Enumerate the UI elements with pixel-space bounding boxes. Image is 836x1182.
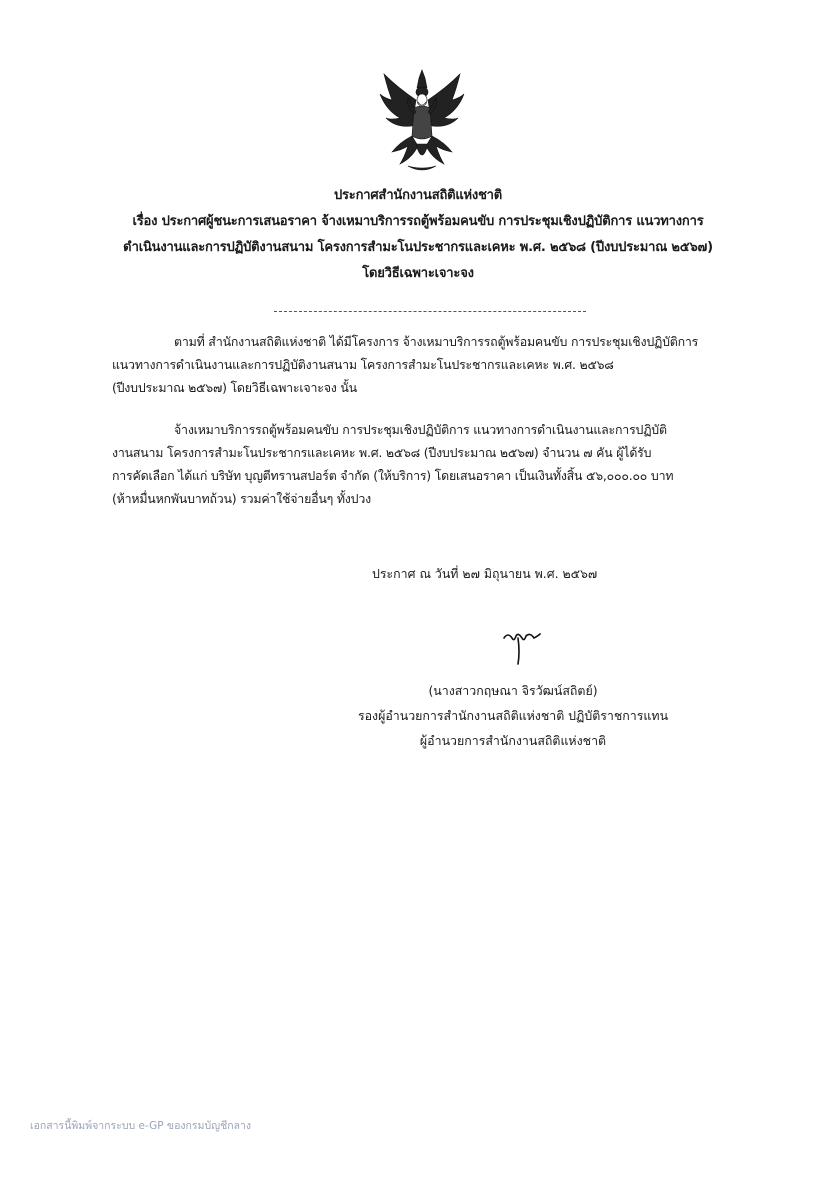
header-method: โดยวิธีเฉพาะเจาะจง	[362, 266, 474, 281]
paragraph-2-line: จ้างเหมาบริการรถตู้พร้อมคนขับ การประชุมเชิงปฏิบัติการ แนวทางการดำเนินงานและการปฏิบัติ	[174, 422, 667, 437]
signatory-block	[0, 678, 836, 753]
handwritten-signature	[500, 628, 544, 668]
header-subject-cont: ดำเนินงานและการปฏิบัติงานสนาม โครงการสำมะโนประชากรและเคหะ พ.ศ. ๒๕๖๘ (ปีงบประมาณ ๒๕๖๗)	[123, 240, 713, 255]
header-line-1: ประกาศสำนักงานสถิติแห่งชาติ	[333, 188, 503, 203]
egp-footer-note: เอกสารนี้พิมพ์จากระบบ e-GP ของกรมบัญชีกลาง	[30, 1120, 252, 1132]
paragraph-2-line: การคัดเลือก ได้แก่ บริษัท บุญตีทรานสปอร์ต จำกัด (ให้บริการ) โดยเสนอราคา เป็นเงินทั้งสิ้น ๕๖,๐๐๐.๐๐ บาท	[112, 468, 674, 483]
signatory-position: รองผู้อำนวยการสำนักงานสถิติแห่งชาติ ปฏิบัติราชการแทน	[357, 708, 669, 723]
signatory-name: (นางสาวกฤษณา จิรวัฒน์สถิตย์)	[428, 683, 598, 698]
paragraph-1-line: (ปีงบประมาณ ๒๕๖๗) โดยวิธีเฉพาะเจาะจง นั้น	[112, 380, 357, 395]
garuda-emblem-icon	[378, 66, 466, 174]
paragraph-1	[112, 330, 752, 399]
announcement-header	[0, 183, 836, 287]
paragraph-2-line: (ห้าหมื่นหกพันบาทถ้วน) รวมค่าใช้จ่ายอื่นๆ ทั้งปวง	[112, 491, 371, 506]
paragraph-2-line: งานสนาม โครงการสำมะโนประชากรและเคหะ พ.ศ. ๒๕๖๘ (ปีงบประมาณ ๒๕๖๗) จำนวน ๗ คัน ผู้ได้รับ	[112, 445, 652, 460]
dashed-divider	[274, 311, 586, 312]
header-subject: เรื่อง ประกาศผู้ชนะการเสนอราคา จ้างเหมาบริการรถตู้พร้อมคนขับ การประชุมเชิงปฏิบัติการ แนวทางการ	[132, 214, 704, 229]
paragraph-1-line: แนวทางการดำเนินงานและการปฏิบัติงานสนาม โครงการสำมะโนประชากรและเคหะ พ.ศ. ๒๕๖๘	[112, 357, 614, 372]
paragraph-2	[112, 418, 752, 510]
paragraph-1-line: ตามที่ สำนักงานสถิติแห่งชาติ ได้มีโครงการ จ้างเหมาบริการรถตู้พร้อมคนขับ การประชุมเชิงปฏิบัติการ	[174, 334, 699, 349]
signatory-position-2: ผู้อำนวยการสำนักงานสถิติแห่งชาติ	[419, 733, 607, 748]
announcement-date: ประกาศ ณ วันที่ ๒๗ มิถุนายน พ.ศ. ๒๕๖๗	[372, 566, 598, 581]
